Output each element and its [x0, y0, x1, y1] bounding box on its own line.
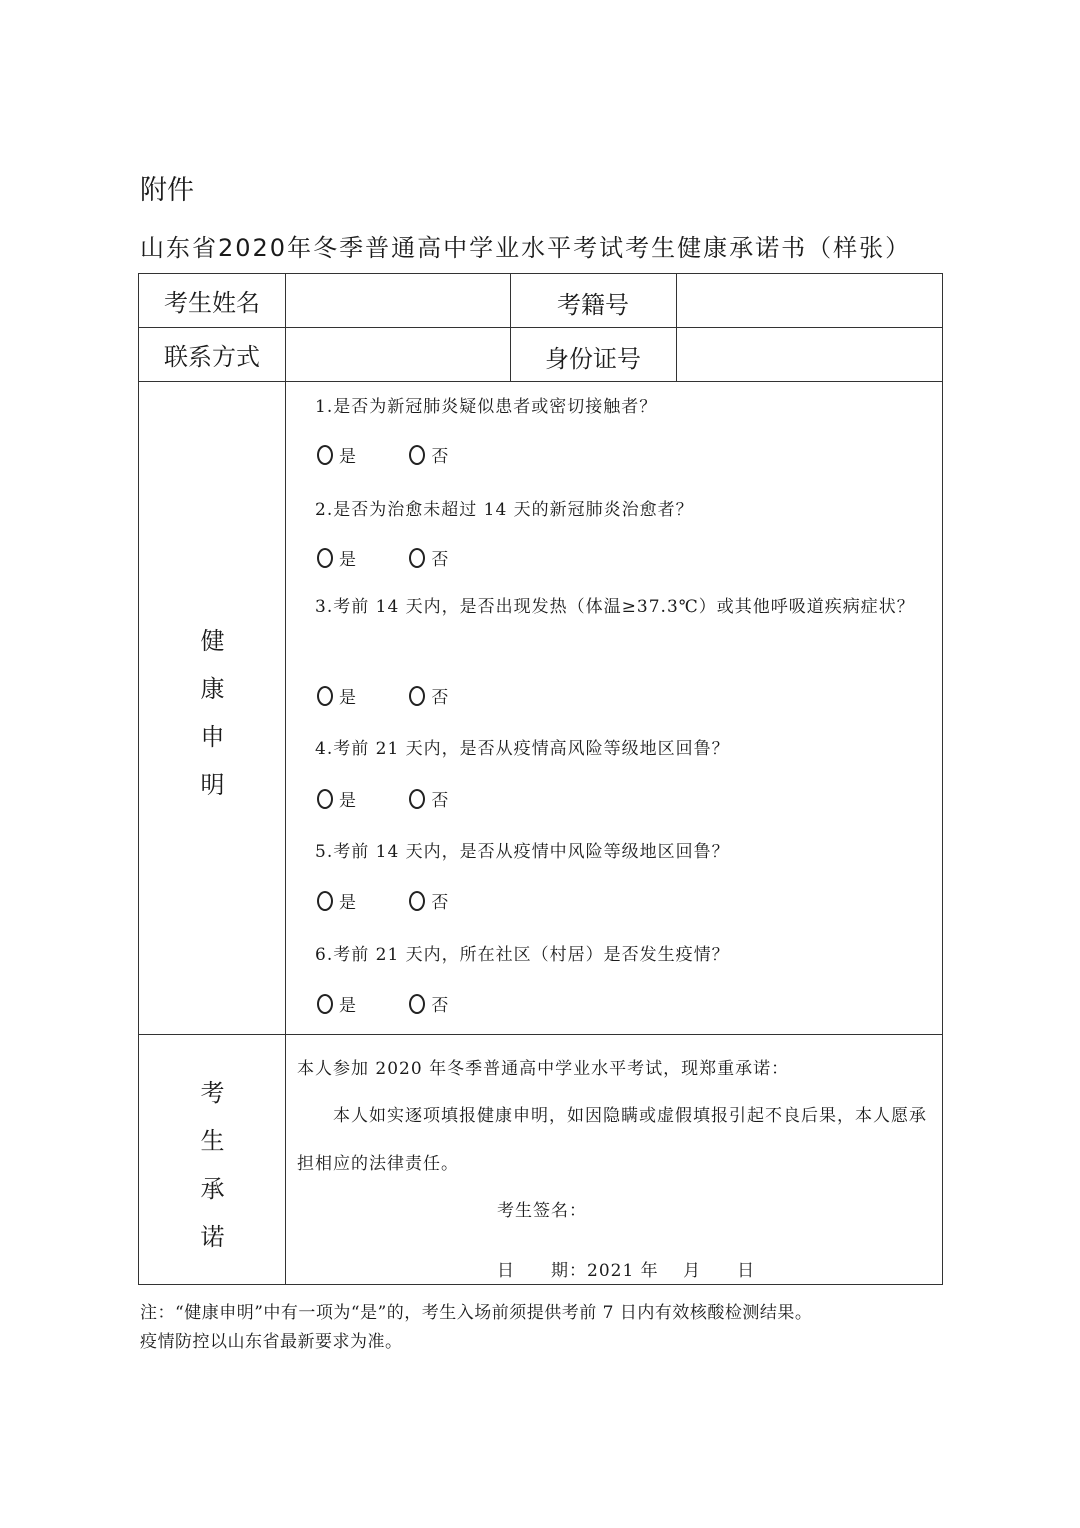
contact-label: 联系方式: [164, 343, 260, 371]
yes-label: 是: [339, 893, 356, 913]
question-6: 6.考前 21 天内，所在社区（村居）是否发生疫情？: [315, 945, 730, 965]
pledge-label-char: 承: [200, 1175, 225, 1203]
q1-yes-option[interactable]: [317, 442, 356, 467]
note-line-1: 注：“健康申明”中有一项为“是”的，考生入场前须提供考前 7 日内有效核酸检测结果。: [140, 1303, 813, 1323]
radio-icon: [317, 445, 333, 465]
name-field[interactable]: [286, 274, 510, 327]
question-2: 2.是否为治愈未超过 14 天的新冠肺炎治愈者？: [315, 500, 694, 520]
q3-yes-option[interactable]: [317, 683, 356, 708]
signature-field[interactable]: [589, 1190, 889, 1220]
q4-no-option[interactable]: [409, 786, 448, 811]
q1-no-option[interactable]: [409, 442, 448, 467]
q5-no-option[interactable]: [409, 888, 448, 913]
question-5-options: [317, 888, 496, 916]
health-label-char: 明: [200, 771, 225, 799]
question-4-options: [317, 786, 496, 814]
yes-label: 是: [339, 688, 356, 708]
radio-icon: [409, 891, 425, 911]
note-line-2: 疫情防控以山东省最新要求为准。: [140, 1332, 403, 1352]
question-3-options: [317, 683, 496, 711]
attachment-label: 附件: [140, 175, 194, 206]
question-1-options: [317, 442, 496, 470]
row-divider: [139, 1034, 942, 1035]
health-label-char: 申: [200, 723, 225, 751]
no-label: 否: [431, 791, 449, 811]
pledge-intro: 本人参加 2020 年冬季普通高中学业水平考试，现郑重承诺：: [297, 1059, 790, 1079]
radio-icon: [409, 994, 425, 1014]
pledge-body: 本人如实逐项填报健康申明，如因隐瞒或虚假填报引起不良后果，本人愿承担相应的法律责任。: [297, 1106, 927, 1174]
pledge-label-char: 考: [200, 1079, 225, 1107]
question-1: 1.是否为新冠肺炎疑似患者或密切接触者？: [315, 397, 658, 417]
question-4: 4.考前 21 天内，是否从疫情高风险等级地区回鲁？: [315, 739, 730, 759]
q4-yes-option[interactable]: [317, 786, 356, 811]
exam-id-label: 考籍号: [557, 291, 629, 319]
radio-icon: [317, 891, 333, 911]
q6-yes-option[interactable]: [317, 991, 356, 1016]
radio-icon: [317, 686, 333, 706]
no-label: 否: [431, 996, 449, 1016]
id-card-label: 身份证号: [545, 345, 641, 373]
radio-icon: [409, 548, 425, 568]
q3-no-option[interactable]: [409, 683, 448, 708]
health-section-label: [139, 617, 286, 809]
radio-icon: [317, 789, 333, 809]
no-label: 否: [431, 893, 449, 913]
pledge-section-label: [139, 1069, 286, 1261]
radio-icon: [409, 445, 425, 465]
question-2-options: [317, 545, 496, 573]
no-label: 否: [431, 447, 449, 467]
health-pledge-form: [138, 273, 943, 1285]
q2-no-option[interactable]: [409, 545, 448, 570]
no-label: 否: [431, 688, 449, 708]
radio-icon: [317, 994, 333, 1014]
name-label: 考生姓名: [164, 289, 260, 317]
yes-label: 是: [339, 447, 356, 467]
yes-label: 是: [339, 996, 356, 1016]
exam-id-field[interactable]: [677, 274, 942, 327]
radio-icon: [409, 686, 425, 706]
health-label-char: 康: [200, 675, 225, 703]
contact-field[interactable]: [286, 328, 510, 381]
yes-label: 是: [339, 550, 356, 570]
id-card-field[interactable]: [677, 328, 942, 381]
pledge-label-char: 生: [200, 1127, 225, 1155]
question-5: 5.考前 14 天内，是否从疫情中风险等级地区回鲁？: [315, 842, 730, 862]
q5-yes-option[interactable]: [317, 888, 356, 913]
q2-yes-option[interactable]: [317, 545, 356, 570]
yes-label: 是: [339, 791, 356, 811]
date-label: 日 期：2021 年 月 日: [497, 1261, 756, 1281]
q6-no-option[interactable]: [409, 991, 448, 1016]
radio-icon: [317, 548, 333, 568]
question-6-options: [317, 991, 496, 1019]
no-label: 否: [431, 550, 449, 570]
pledge-label-char: 诺: [200, 1223, 225, 1251]
signature-label: 考生签名：: [497, 1201, 587, 1221]
form-title: 山东省2020年冬季普通高中学业水平考试考生健康承诺书（样张）: [140, 234, 912, 262]
question-3: 3.考前 14 天内，是否出现发热（体温≥37.3℃）或其他呼吸道疾病症状？: [315, 597, 915, 617]
health-label-char: 健: [200, 627, 225, 655]
radio-icon: [409, 789, 425, 809]
